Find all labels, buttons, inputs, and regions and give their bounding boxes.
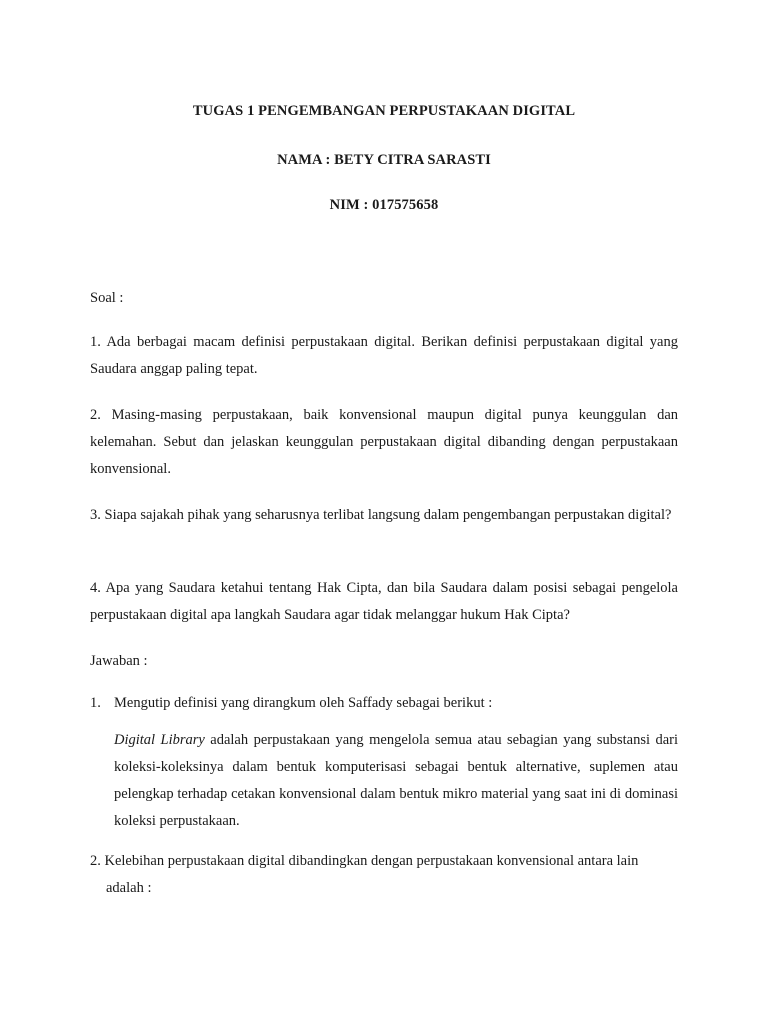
question-1: 1. Ada berbagai macam definisi perpustakaan digital. Berikan definisi perpustakaan digital yang Saudara anggap paling tepat.	[90, 334, 678, 377]
answer-1-quote	[114, 727, 678, 835]
question-3: 3. Siapa sajakah pihak yang seharusnya terlibat langsung dalam pengembangan perpustakan digital?	[90, 507, 672, 523]
answer-1-intro-text: Mengutip definisi yang dirangkum oleh Saffady sebagai berikut :	[114, 695, 493, 711]
question-2: 2. Masing-masing perpustakaan, baik konvensional maupun digital punya keunggulan dan kelemahan. Sebut dan jelaskan keunggulan perpustakaan digital dibanding dengan perpustakaan konvensional.	[90, 407, 678, 477]
student-name: NAMA : BETY CITRA SARASTI	[277, 152, 491, 168]
answer-1-intro	[90, 690, 678, 717]
quote-term: Digital Library	[114, 732, 205, 748]
answer-2	[90, 848, 678, 902]
question-4: 4. Apa yang Saudara ketahui tentang Hak Cipta, dan bila Saudara dalam posisi sebagai pengelola perpustakaan digital apa langkah Saudara agar tidak melanggar hukum Hak Cipta?	[90, 580, 678, 623]
answer-2-line-1: 2. Kelebihan perpustakaan digital dibandingkan dengan perpustakaan konvensional antara lain	[90, 853, 639, 869]
quote-text: adalah perpustakaan yang mengelola semua atau sebagian yang substansi dari koleksi-koleksinya dalam bentuk komputerisasi sebagai bentuk alternative, suplemen atau pelengkap terhadap cetakan konvensional dalam bentuk mikro material yang saat ini di dominasi koleksi perpustakaan.	[114, 732, 678, 829]
answer-1-number: 1.	[90, 695, 101, 711]
document-title: TUGAS 1 PENGEMBANGAN PERPUSTAKAAN DIGITAL	[192, 103, 576, 119]
student-nim: NIM : 017575658	[329, 197, 439, 213]
soal-label: Soal :	[90, 290, 124, 306]
answer-2-line-2: adalah :	[106, 880, 152, 896]
jawaban-label: Jawaban :	[90, 653, 148, 669]
